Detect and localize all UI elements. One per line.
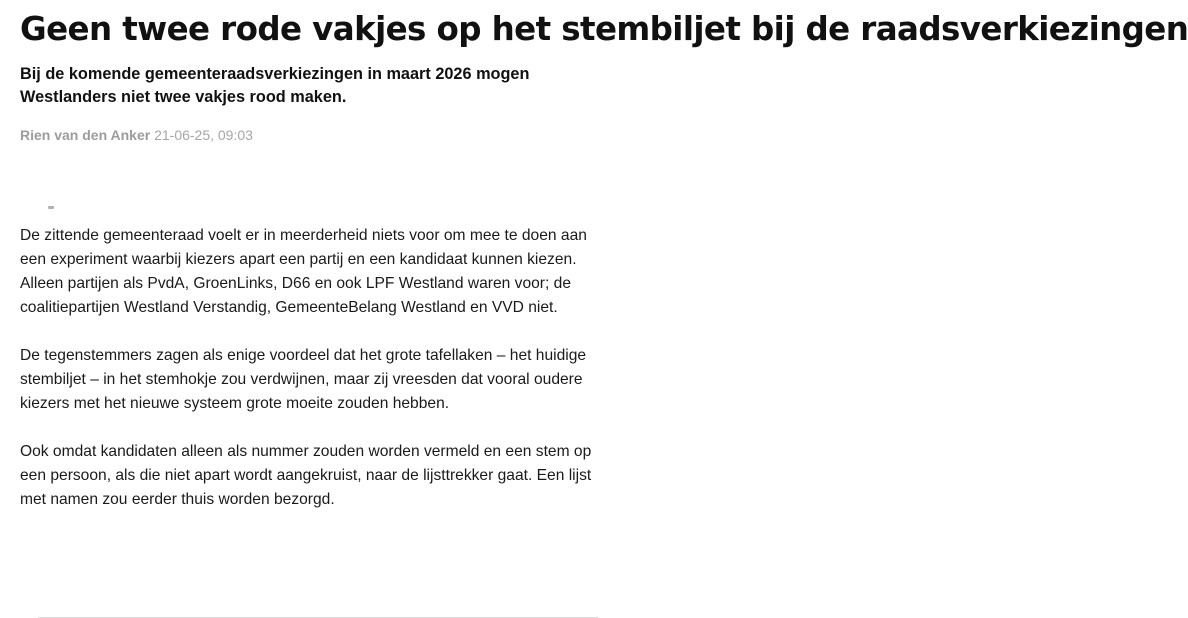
media-placeholder	[20, 144, 612, 224]
article-intro: Bij de komende gemeenteraadsverkiezingen in maart 2026 mogen Westlanders niet twee vakjes rood maken.	[20, 65, 530, 106]
article-body	[20, 224, 612, 512]
article-headline	[20, 6, 1188, 52]
media-loading-mark	[48, 206, 54, 209]
article-date: 21-06-25, 09:03	[154, 127, 253, 143]
article-paragraph-3: Ook omdat kandidaten alleen als nummer zouden worden vermeld en een stem op een persoon, als die niet apart wordt aangekruist, naar de lijsttrekker gaat. Een lijst met namen zou eerder thuis worden bezorgd.	[20, 443, 592, 508]
article-author[interactable]: Rien van den Anker	[20, 127, 151, 143]
article-paragraph-1: De zittende gemeenteraad voelt er in meerderheid niets voor om mee te doen aan een experiment waarbij kiezers apart een partij en een kandidaat kunnen kiezen. Alleen partijen als PvdA, GroenLinks, D66 en ook LPF Westland waren voor; de coalitiepartijen Westland Verstandig, GemeenteBelang Westland en VVD niet.	[20, 227, 587, 316]
article	[20, 6, 1188, 536]
article-paragraph-2: De tegenstemmers zagen als enige voordeel dat het grote tafellaken – het huidige stembiljet – in het stemhokje zou verdwijnen, maar zij vreesden dat vooral oudere kiezers met het nieuwe systeem grote moeite zouden hebben.	[20, 347, 587, 412]
article-byline	[20, 126, 612, 144]
article-headline-text: Geen twee rode vakjes op het stembiljet bij de raadsverkiezingen	[20, 10, 1188, 48]
